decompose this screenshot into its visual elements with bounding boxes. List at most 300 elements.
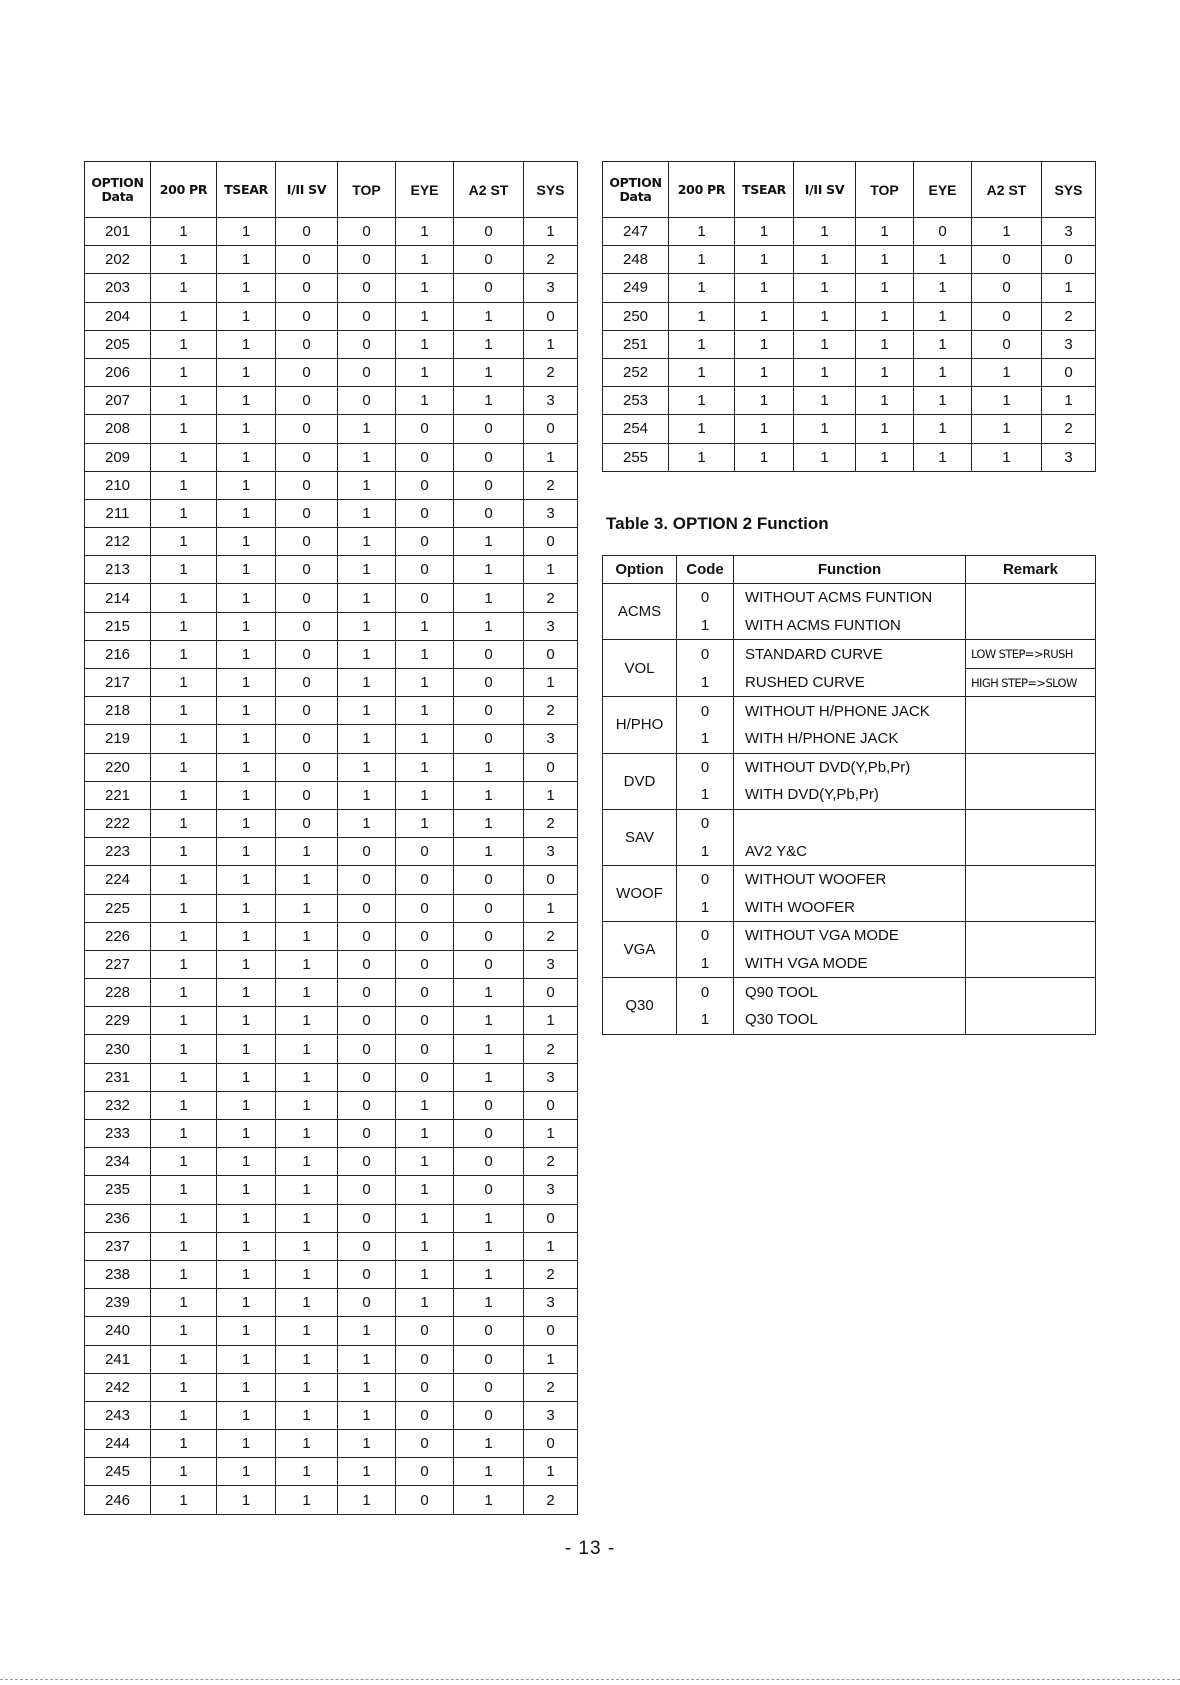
table-cell: 1: [151, 1035, 217, 1063]
header-option-data: OPTION Data: [603, 162, 669, 218]
table-cell: 1: [856, 274, 914, 302]
table-cell: 0: [972, 302, 1042, 330]
table-cell: 1: [151, 1120, 217, 1148]
page-number: - 13 -: [564, 1538, 616, 1559]
table-cell: 1: [217, 697, 276, 725]
option-data-cell: 212: [85, 528, 151, 556]
table-cell: 1: [338, 1458, 396, 1486]
table-cell: 2: [524, 1035, 578, 1063]
header-sys: SYS: [524, 162, 578, 218]
table-cell: 1: [151, 415, 217, 443]
option-data-cell: 206: [85, 358, 151, 386]
table-cell: 1: [151, 612, 217, 640]
table-cell: 0: [338, 1148, 396, 1176]
table-cell: 2: [524, 1148, 578, 1176]
table-cell: 1: [735, 358, 794, 386]
table-cell: 0: [396, 1401, 454, 1429]
table-cell: 1: [217, 809, 276, 837]
table-cell: 1: [454, 584, 524, 612]
table-cell: 1: [217, 471, 276, 499]
table-cell: 1: [217, 330, 276, 358]
option-data-cell: 246: [85, 1486, 151, 1514]
table-cell: 1: [276, 1035, 338, 1063]
table-cell: 0: [454, 471, 524, 499]
table-cell: 2: [1042, 302, 1096, 330]
table-cell: 1: [454, 1204, 524, 1232]
table-cell: 1: [454, 1063, 524, 1091]
table-cell: 0: [338, 1120, 396, 1148]
table-cell: 1: [151, 866, 217, 894]
table-cell: 1: [151, 1430, 217, 1458]
option-data-cell: 245: [85, 1458, 151, 1486]
option-data-cell: 228: [85, 979, 151, 1007]
table-cell: 1: [454, 1458, 524, 1486]
table-row: [603, 584, 1096, 612]
function-cell: WITH DVD(Y,Pb,Pr): [734, 781, 966, 809]
table-cell: 0: [276, 443, 338, 471]
header-tsear: TSEAR: [735, 162, 794, 218]
table-cell: 0: [454, 218, 524, 246]
table-cell: 1: [217, 1289, 276, 1317]
table-cell: 1: [735, 387, 794, 415]
table-cell: 1: [669, 443, 735, 471]
table-cell: 1: [217, 612, 276, 640]
table-cell: 0: [396, 471, 454, 499]
table-cell: 0: [338, 1289, 396, 1317]
table-row: [85, 838, 578, 866]
header-a2-st: A2 ST: [972, 162, 1042, 218]
table-cell: 2: [524, 1373, 578, 1401]
table-cell: 3: [524, 499, 578, 527]
table-cell: 0: [454, 866, 524, 894]
table-cell: 2: [524, 922, 578, 950]
table-row: [85, 1007, 578, 1035]
table-cell: 1: [524, 1007, 578, 1035]
option2-function-body: [603, 584, 1096, 1035]
table-cell: 1: [151, 1091, 217, 1119]
table-cell: 0: [276, 781, 338, 809]
option-data-cell: 240: [85, 1317, 151, 1345]
table-cell: 0: [338, 979, 396, 1007]
table-cell: 3: [524, 612, 578, 640]
header-option-data: OPTION Data: [85, 162, 151, 218]
code-cell: 1: [677, 894, 734, 922]
table-cell: 1: [276, 1063, 338, 1091]
table-cell: 1: [794, 358, 856, 386]
header-row: [603, 556, 1096, 584]
table-row: [85, 274, 578, 302]
table-cell: 1: [669, 358, 735, 386]
table-cell: 0: [338, 1232, 396, 1260]
table-cell: 1: [276, 1458, 338, 1486]
table-cell: 1: [396, 246, 454, 274]
table-row: [603, 922, 1096, 950]
table-row: [85, 1091, 578, 1119]
table-cell: 1: [454, 1007, 524, 1035]
table-cell: 0: [338, 302, 396, 330]
table-cell: 1: [338, 584, 396, 612]
table-cell: 1: [396, 753, 454, 781]
table-cell: 1: [856, 415, 914, 443]
table-cell: 0: [338, 358, 396, 386]
table-row: [85, 1430, 578, 1458]
table-cell: 3: [1042, 218, 1096, 246]
table-cell: 1: [524, 330, 578, 358]
table-cell: 0: [524, 640, 578, 668]
table-cell: 0: [524, 979, 578, 1007]
code-cell: 0: [677, 922, 734, 950]
table-row: [603, 809, 1096, 837]
option-data-cell: 241: [85, 1345, 151, 1373]
table-cell: 1: [1042, 387, 1096, 415]
table-cell: 1: [217, 246, 276, 274]
table-cell: 0: [276, 358, 338, 386]
table-cell: 0: [454, 1373, 524, 1401]
table-cell: 1: [151, 725, 217, 753]
function-cell: AV2 Y&C: [734, 837, 966, 865]
function-cell: [734, 809, 966, 837]
table-cell: 1: [454, 612, 524, 640]
function-cell: WITHOUT ACMS FUNTION: [734, 584, 966, 612]
table-cell: 1: [338, 556, 396, 584]
table-cell: 1: [338, 1345, 396, 1373]
table-cell: 1: [151, 584, 217, 612]
table-cell: 1: [669, 274, 735, 302]
table-cell: 1: [669, 218, 735, 246]
option-data-cell: 234: [85, 1148, 151, 1176]
table-cell: 1: [151, 1063, 217, 1091]
table-cell: 1: [151, 471, 217, 499]
table-cell: 0: [338, 1091, 396, 1119]
table-cell: 0: [276, 387, 338, 415]
table-cell: 1: [217, 725, 276, 753]
table-cell: 1: [396, 387, 454, 415]
code-cell: 0: [677, 865, 734, 893]
table-cell: 1: [151, 274, 217, 302]
table-cell: 1: [524, 1345, 578, 1373]
table-cell: 1: [276, 1232, 338, 1260]
table-cell: 1: [396, 1148, 454, 1176]
table-cell: 0: [396, 1430, 454, 1458]
table-row: [603, 415, 1096, 443]
table-cell: 1: [151, 1345, 217, 1373]
table-cell: 1: [396, 697, 454, 725]
table-cell: 1: [276, 1401, 338, 1429]
function-cell: WITHOUT H/PHONE JACK: [734, 697, 966, 725]
table-cell: 0: [396, 838, 454, 866]
table-cell: 1: [276, 1148, 338, 1176]
code-cell: 1: [677, 725, 734, 753]
function-cell: WITHOUT VGA MODE: [734, 922, 966, 950]
option-name-cell: DVD: [603, 753, 677, 809]
option-data-cell: 244: [85, 1430, 151, 1458]
table-row: [85, 612, 578, 640]
table-cell: 1: [454, 979, 524, 1007]
option-data-cell: 213: [85, 556, 151, 584]
table-cell: 1: [454, 1035, 524, 1063]
table-cell: 1: [276, 1176, 338, 1204]
table-cell: 1: [276, 1260, 338, 1288]
table-cell: 1: [217, 1007, 276, 1035]
table-cell: 1: [338, 528, 396, 556]
table-cell: 1: [454, 1430, 524, 1458]
table-cell: 1: [217, 950, 276, 978]
table-row: [85, 528, 578, 556]
option-data-cell: 203: [85, 274, 151, 302]
option-data-cell: 237: [85, 1232, 151, 1260]
option-data-cell: 233: [85, 1120, 151, 1148]
table-cell: 0: [276, 753, 338, 781]
table-cell: 0: [338, 1260, 396, 1288]
table-cell: 1: [669, 387, 735, 415]
table-cell: 0: [276, 246, 338, 274]
option-data-cell: 207: [85, 387, 151, 415]
table-cell: 1: [276, 922, 338, 950]
table-cell: 1: [276, 1120, 338, 1148]
table-cell: 1: [856, 302, 914, 330]
table-cell: 1: [217, 1401, 276, 1429]
table-cell: 0: [276, 556, 338, 584]
table-cell: 0: [276, 584, 338, 612]
table-row: [603, 358, 1096, 386]
table-cell: 1: [276, 1345, 338, 1373]
table-row: [85, 471, 578, 499]
table-cell: 0: [454, 922, 524, 950]
option-data-cell: 223: [85, 838, 151, 866]
table-cell: 1: [151, 330, 217, 358]
header-option: Option: [603, 556, 677, 584]
table-cell: 0: [524, 866, 578, 894]
table-cell: 1: [151, 640, 217, 668]
table-cell: 1: [217, 1373, 276, 1401]
table-cell: 0: [338, 1204, 396, 1232]
table-cell: 3: [524, 838, 578, 866]
table-row: [603, 302, 1096, 330]
table-cell: 0: [396, 979, 454, 1007]
table-cell: 3: [524, 950, 578, 978]
table-cell: 3: [524, 1063, 578, 1091]
table-cell: 1: [217, 499, 276, 527]
header-remark: Remark: [966, 556, 1096, 584]
option-data-cell: 229: [85, 1007, 151, 1035]
table-cell: 0: [454, 725, 524, 753]
table-cell: 1: [151, 556, 217, 584]
table-cell: 0: [524, 302, 578, 330]
table-cell: 0: [524, 415, 578, 443]
table-cell: 1: [735, 443, 794, 471]
table-row: [85, 1035, 578, 1063]
code-cell: 0: [677, 584, 734, 612]
option-data-cell: 232: [85, 1091, 151, 1119]
table-cell: 1: [151, 1317, 217, 1345]
table-cell: 0: [396, 1063, 454, 1091]
option-data-cell: 222: [85, 809, 151, 837]
table-cell: 0: [338, 950, 396, 978]
table-cell: 1: [338, 1486, 396, 1514]
table-row: [85, 1345, 578, 1373]
table-cell: 1: [338, 640, 396, 668]
code-cell: 1: [677, 612, 734, 640]
table-cell: 1: [151, 809, 217, 837]
table-cell: 0: [396, 1317, 454, 1345]
table-cell: 1: [735, 218, 794, 246]
table-cell: 1: [396, 809, 454, 837]
option-data-cell: 230: [85, 1035, 151, 1063]
table-cell: 1: [524, 1232, 578, 1260]
table-row: [603, 978, 1096, 1006]
table-cell: 0: [396, 1458, 454, 1486]
table-row: [85, 894, 578, 922]
option-data-cell: 201: [85, 218, 151, 246]
table-cell: 1: [794, 218, 856, 246]
function-cell: WITH VGA MODE: [734, 950, 966, 978]
code-cell: 1: [677, 668, 734, 697]
code-cell: 0: [677, 809, 734, 837]
table-cell: 1: [151, 1289, 217, 1317]
table-cell: 1: [151, 781, 217, 809]
remark-cell: [966, 697, 1096, 753]
table-row: [85, 1204, 578, 1232]
table-cell: 0: [276, 302, 338, 330]
table-row: [85, 246, 578, 274]
table-cell: 0: [454, 669, 524, 697]
option-data-cell: 242: [85, 1373, 151, 1401]
table-cell: 1: [669, 302, 735, 330]
table-row: [85, 1401, 578, 1429]
table-cell: 1: [151, 246, 217, 274]
table-cell: 1: [217, 1260, 276, 1288]
table-cell: 0: [276, 612, 338, 640]
table-cell: 1: [217, 1035, 276, 1063]
table-cell: 1: [217, 1458, 276, 1486]
table-cell: 1: [276, 1373, 338, 1401]
table-cell: 1: [524, 556, 578, 584]
table-cell: 1: [914, 246, 972, 274]
table-row: [85, 979, 578, 1007]
option-data-cell: 226: [85, 922, 151, 950]
table-cell: 1: [914, 443, 972, 471]
table-cell: 0: [396, 1486, 454, 1514]
table-cell: 1: [151, 1007, 217, 1035]
option-data-cell: 252: [603, 358, 669, 386]
table-cell: 2: [524, 1260, 578, 1288]
table-cell: 1: [914, 330, 972, 358]
table-cell: 1: [276, 979, 338, 1007]
table-cell: 1: [338, 753, 396, 781]
header-a2-st: A2 ST: [454, 162, 524, 218]
table-cell: 1: [217, 1120, 276, 1148]
option-data-cell: 231: [85, 1063, 151, 1091]
table-cell: 0: [396, 922, 454, 950]
option-data-cell: 247: [603, 218, 669, 246]
table-cell: 1: [217, 302, 276, 330]
remark-cell: HIGH STEP=>SLOW: [966, 668, 1096, 697]
code-cell: 0: [677, 640, 734, 669]
table-row: [603, 443, 1096, 471]
table-cell: 1: [914, 302, 972, 330]
table-cell: 1: [276, 1007, 338, 1035]
table-cell: 1: [735, 415, 794, 443]
table-cell: 1: [794, 302, 856, 330]
table-cell: 2: [524, 471, 578, 499]
table-cell: 1: [454, 1260, 524, 1288]
table-row: [85, 1148, 578, 1176]
table-cell: 0: [338, 387, 396, 415]
table-cell: 1: [151, 922, 217, 950]
table-cell: 1: [338, 471, 396, 499]
table-cell: 1: [217, 584, 276, 612]
table-cell: 1: [454, 358, 524, 386]
option-data-cell: 248: [603, 246, 669, 274]
table-cell: 0: [396, 1035, 454, 1063]
table-cell: 0: [1042, 246, 1096, 274]
table-cell: 2: [524, 246, 578, 274]
table-cell: 1: [338, 669, 396, 697]
table-row: [85, 1317, 578, 1345]
table-cell: 1: [217, 922, 276, 950]
table-cell: 1: [151, 894, 217, 922]
header-i-ii-sv: I/II SV: [794, 162, 856, 218]
option-data-cell: 221: [85, 781, 151, 809]
table-cell: 1: [454, 809, 524, 837]
table-row: [85, 1486, 578, 1514]
table-cell: 1: [524, 218, 578, 246]
table-cell: 1: [338, 809, 396, 837]
option-data-cell: 217: [85, 669, 151, 697]
table-cell: 3: [524, 387, 578, 415]
table-cell: 0: [276, 697, 338, 725]
table-cell: 1: [396, 1204, 454, 1232]
table-cell: 1: [151, 669, 217, 697]
table-cell: 2: [524, 584, 578, 612]
table-cell: 1: [735, 330, 794, 358]
table-cell: 1: [276, 1430, 338, 1458]
table-cell: 0: [396, 556, 454, 584]
table-cell: 1: [151, 1176, 217, 1204]
table-row: [85, 358, 578, 386]
table-cell: 3: [1042, 443, 1096, 471]
code-cell: 0: [677, 697, 734, 725]
table-cell: 2: [524, 1486, 578, 1514]
table-row: [603, 330, 1096, 358]
table-cell: 1: [217, 1091, 276, 1119]
remark-cell: [966, 584, 1096, 640]
function-cell: Q30 TOOL: [734, 1006, 966, 1034]
option-table-left: [84, 161, 578, 1515]
table-cell: 1: [524, 669, 578, 697]
table-cell: 1: [151, 979, 217, 1007]
function-cell: WITHOUT WOOFER: [734, 865, 966, 893]
table-cell: 1: [276, 866, 338, 894]
table-cell: 1: [454, 1486, 524, 1514]
option-data-cell: 219: [85, 725, 151, 753]
table-cell: 3: [524, 1289, 578, 1317]
table-cell: 0: [454, 894, 524, 922]
table-cell: 1: [151, 387, 217, 415]
table-cell: 0: [396, 866, 454, 894]
table-row: [85, 1063, 578, 1091]
table-cell: 1: [454, 753, 524, 781]
table-row: [85, 330, 578, 358]
remark-cell: [966, 978, 1096, 1034]
option-data-cell: 254: [603, 415, 669, 443]
table-cell: 0: [396, 1345, 454, 1373]
table-cell: 0: [338, 1176, 396, 1204]
table-cell: 1: [276, 894, 338, 922]
table-cell: 0: [524, 1091, 578, 1119]
table-cell: 1: [217, 753, 276, 781]
table-cell: 1: [794, 415, 856, 443]
